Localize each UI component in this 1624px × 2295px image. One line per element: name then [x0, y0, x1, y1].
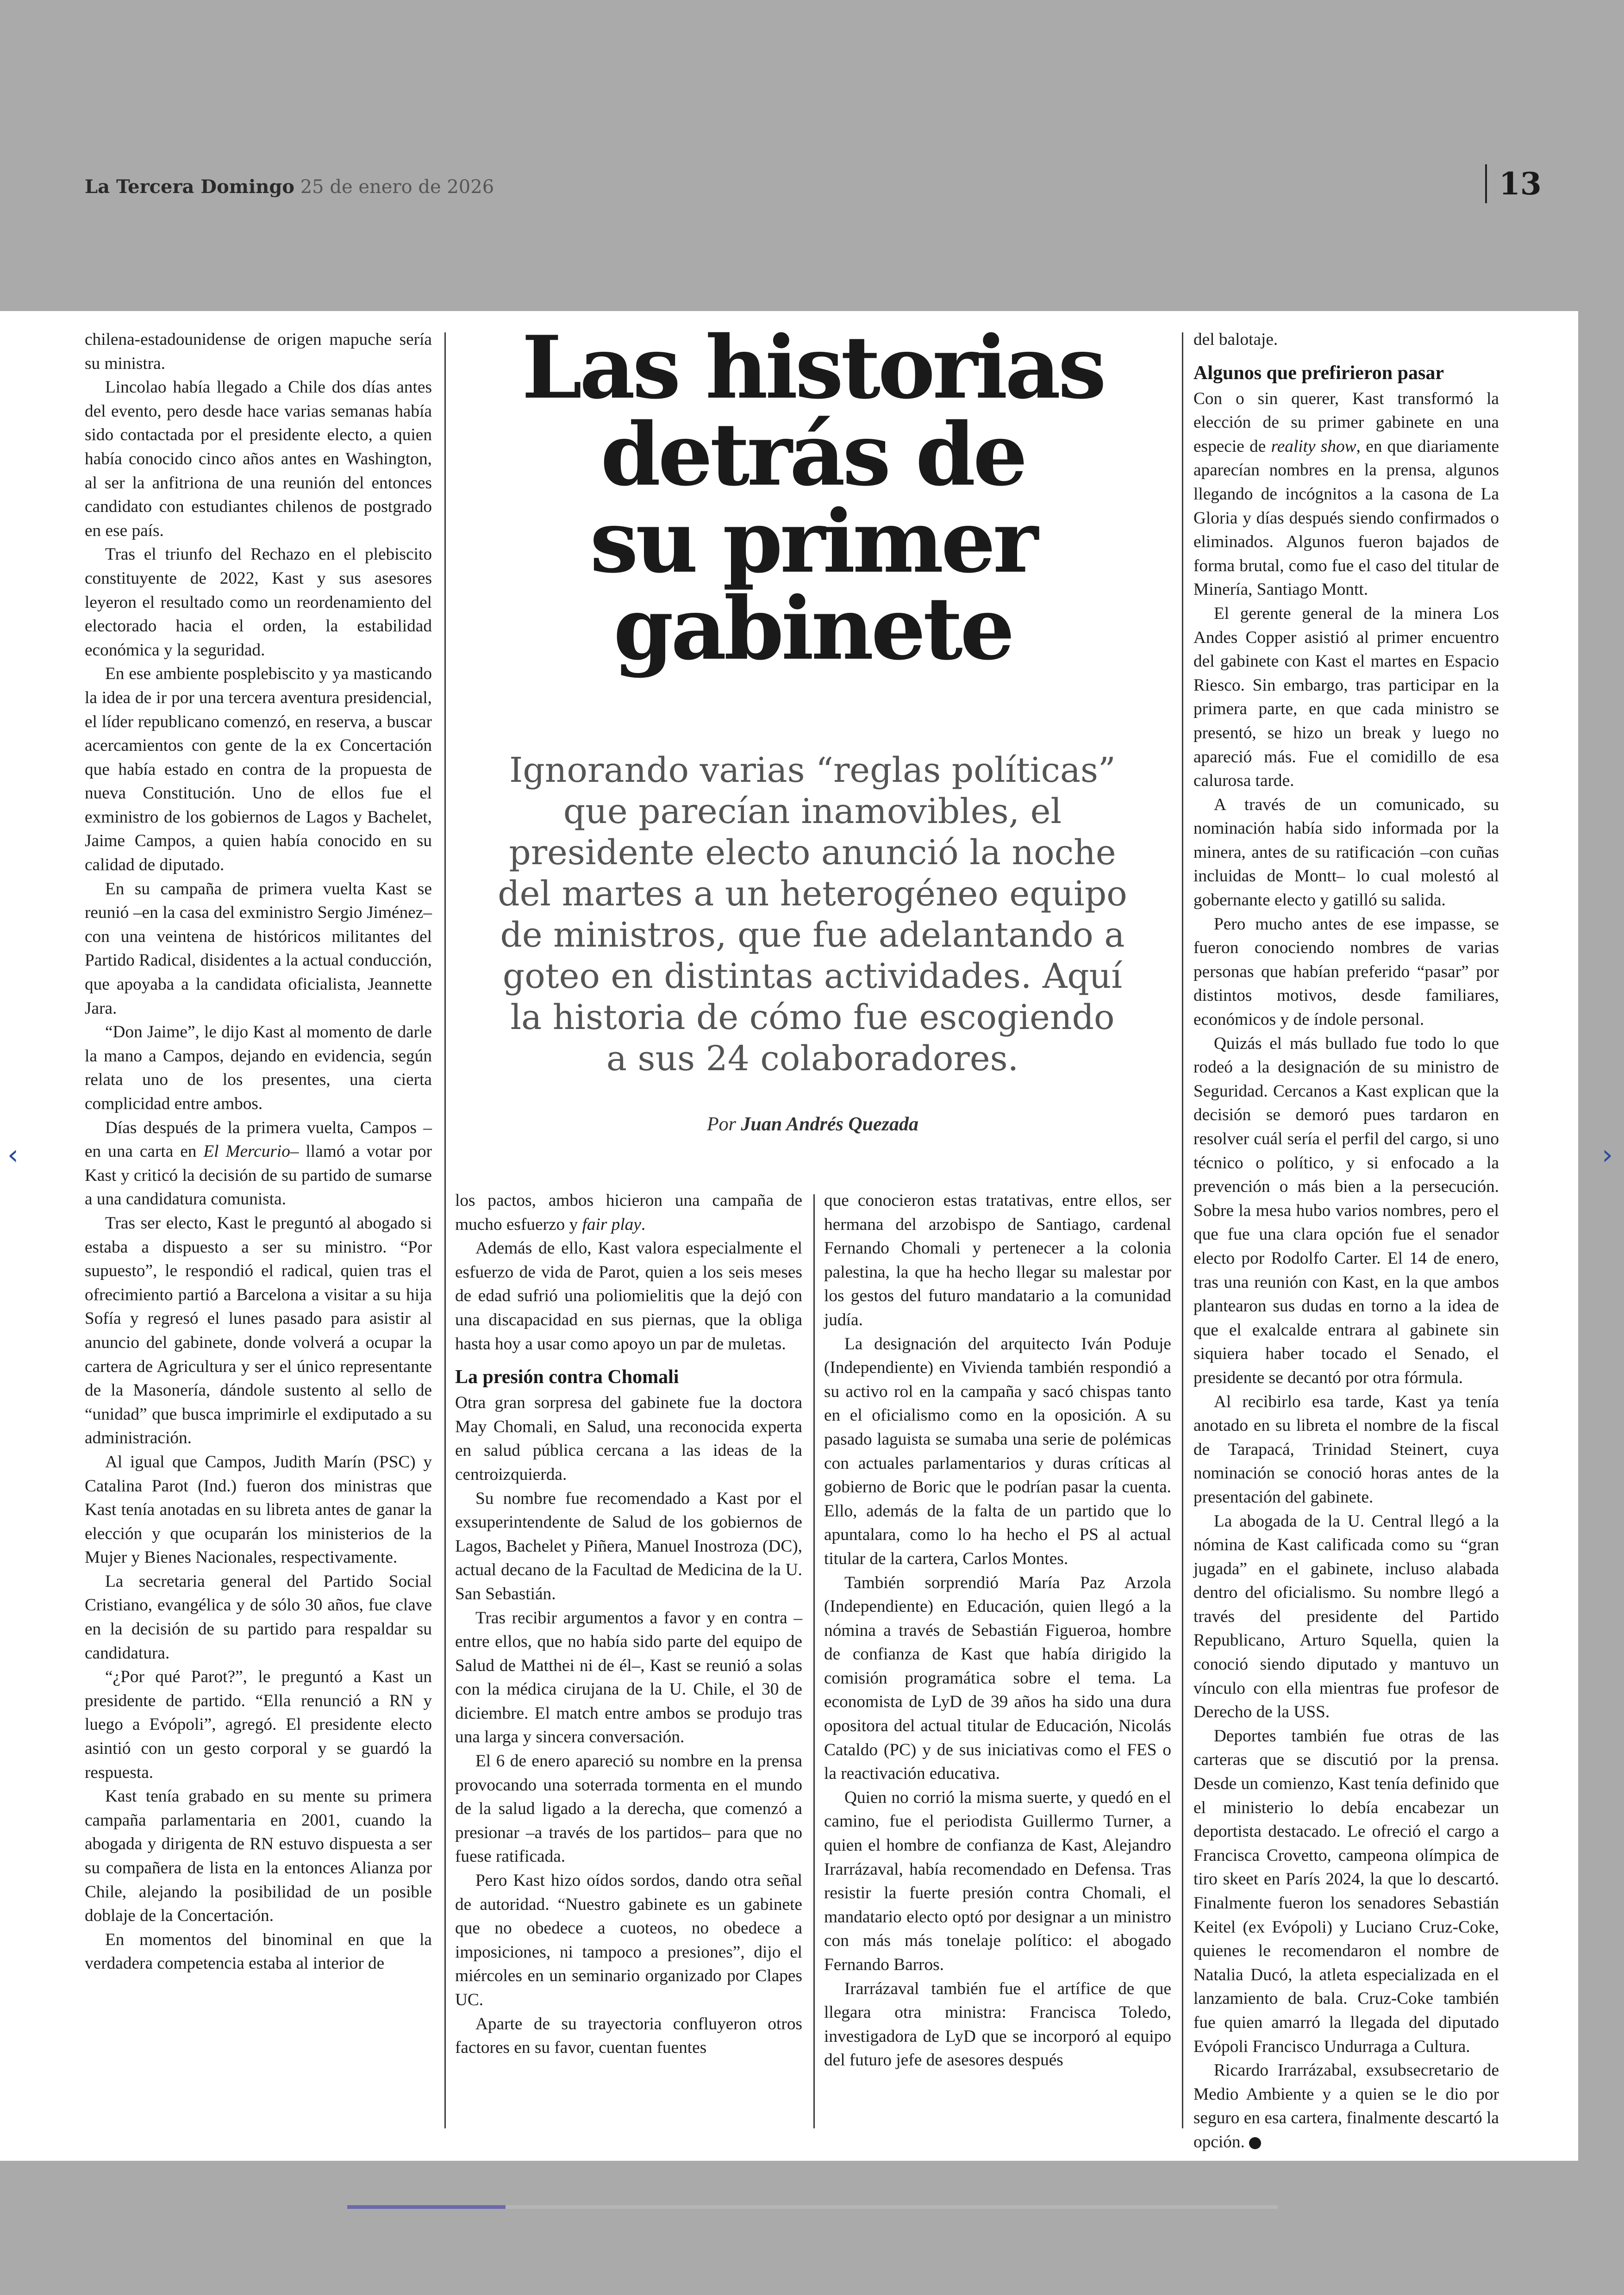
paragraph: El 6 de enero apareció su nombre en la prensa provocando una soterrada tormenta en el mundo de la salud ligado a la derecha, que comenzó a presionar –a través de los partidos– para que no fuese ratificada. — [455, 1752, 802, 1866]
paragraph: Además de ello, Kast valora especialmente el esfuerzo de vida de Parot, quien a los seis meses de edad sufrió una poliomielitis que la dejó con una discapacidad en sus piernas, que la obliga hasta hoy a usar como apoyo un par de muletas. — [455, 1239, 802, 1353]
paragraph: La secretaria general del Partido Social Cristiano, evangélica y de sólo 30 años, fue clave en la decisión de su partido para respaldar su candidatura. — [85, 1572, 432, 1663]
page-number-block — [1485, 164, 1542, 203]
paragraph: “¿Por qué Parot?”, le preguntó a Kast un presidente de partido. “Ella renunció a RN y luego a Evópoli”, agregó. El presidente electo asintió con un gesto corporal y se guardó la respuesta. — [85, 1667, 432, 1782]
paragraph: que conocieron estas tratativas, entre ellos, ser hermana del arzobispo de Santiago, cardenal Fernando Chomali y pertenecer a la colonia palestina, la que ha hecho llegar su malestar por los gestos del futuro mandatario a la comunidad judía. — [824, 1191, 1171, 1329]
paragraph: En su campaña de primera vuelta Kast se reunió –en la casa del exministro Sergio Jiménez– con una veintena de históricos militantes del Partido Radical, disidentes a la actual conducción, que apoyaba a la candidata oficialista, Jeannette Jara. — [85, 879, 432, 1018]
page-header — [85, 176, 494, 198]
next-page-button[interactable]: › — [1602, 1139, 1613, 1171]
previous-page-button[interactable]: ‹ — [7, 1139, 19, 1171]
paragraph — [85, 1116, 432, 1211]
paragraph: A través de un comunicado, su nominación había sido informada por la minera, antes de su ratificación –con cuñas incluidas de Montt– lo cual molestó al gobernante electo y gatilló su salida. — [1193, 795, 1499, 910]
headline-line: Las historias — [521, 317, 1104, 418]
paragraph: Su nombre fue recomendado a Kast por el exsuperintendente de Salud de los gobiernos de Lagos, Bachelet y Piñera, Manuel Inostroza (DC), actual decano de la Facultad de Medicina de la U. San Sebastián. — [455, 1489, 802, 1603]
paragraph-text: Días después de la primera vuelta, Campos –en una carta en — [85, 1118, 432, 1161]
paragraph: Al recibirlo esa tarde, Kast ya tenía anotado en su libreta el nombre de la fiscal de Tarapacá, Trinidad Steinert, cuya nominación se conoció horas antes de la presentación del gabinete. — [1193, 1392, 1499, 1507]
paragraph: Pero Kast hizo oídos sordos, dando otra señal de autoridad. “Nuestro gabinete es un gabinete que no obedece a cuoteos, no obedece a imposiciones, ni tampoco a presiones”, dijo el miércoles en un seminario organizado por Clapes UC. — [455, 1871, 802, 2009]
paragraph-text: los pactos, ambos hicieron una campaña de mucho esfuerzo y — [455, 1191, 802, 1234]
subheading: Algunos que prefirieron pasar — [1193, 362, 1444, 384]
paragraph: Tras ser electo, Kast le preguntó al abogado si estaba a dispuesto a ser su ministro. “Por supuesto”, le respondió el radical, quien tras el ofrecimiento partió a Barcelona a visitar a su hija Sofía y regresó el lunes pasado para asistir al anuncio del gabinete, donde volverá a ocupar la cartera de Agricultura y ser el único representante de la Masonería, dándole sustento al sello de “unidad” que busca imprimirle el exdiputado a su administración. — [85, 1213, 432, 1448]
paragraph: Irarrázaval también fue el artífice de que llegara otra ministra: Francisca Toledo, investigadora de LyD que se incorporó al equipo del futuro jefe de asesores después — [824, 1979, 1171, 2070]
headline — [455, 317, 1170, 679]
paragraph — [1193, 387, 1499, 602]
paragraph-text: Ricardo Irarrázabal, exsubsecretario de Medio Ambiente y a quien se le dio por seguro en esa cartera, finalmente descartó la opción. — [1193, 2061, 1499, 2152]
lede: Ignorando varias “reglas políticas” que parecían inamovibles, el presidente electo anunció la noche del martes a un heterogéneo equipo de ministros, que fue adelantando a goteo en distintas actividades. Aquí la historia de cómo fue escogiendo a sus 24 colaboradores. — [498, 750, 1127, 1079]
column-rule — [813, 1194, 815, 2128]
paragraph: También sorprendió María Paz Arzola (Independiente) en Educación, quien llegó a la nómina a través de Sebastián Figueroa, hombre de confianza de Kast que había dirigido la comisión programática sobre el tema. La economista de LyD de 39 años ha sido una dura opositora del actual titular de Educación, Nicolás Cataldo (PC) y de sus iniciativas como el FES o la reactivación educativa. — [824, 1573, 1171, 1784]
paragraph: Tras el triunfo del Rechazo en el plebiscito constituyente de 2022, Kast y sus asesores leyeron el resultado como un reordenamiento del electorado hacia el orden, la estabilidad económica y la seguridad. — [85, 545, 432, 660]
paragraph-text: . — [641, 1215, 646, 1234]
paragraph: “Don Jaime”, le dijo Kast al momento de darle la mano a Campos, dejando en evidencia, según relata uno de los presentes, una cierta complicidad entre ambos. — [85, 1023, 432, 1113]
paragraph: La abogada de la U. Central llegó a la nómina de Kast calificada como su “gran jugada” en el gabinete, incluso alabada dentro del oficialismo. Su nombre llegó a través del presidente del Partido Republicano, Arturo Squella, quien la conoció siendo diputado y mantuvo un vínculo con ella mientras fue profesor de Derecho de la USS. — [1193, 1511, 1499, 1722]
paragraph: Aparte de su trayectoria confluyeron otros factores en su favor, cuentan fuentes — [455, 2014, 802, 2058]
paragraph: En momentos del binominal en que la verdadera competencia estaba al interior de — [85, 1930, 432, 1973]
paragraph: chilena-estadounidense de origen mapuche sería su ministra. — [85, 330, 432, 373]
paragraph: Pero mucho antes de ese impasse, se fueron conociendo nombres de varias personas que habían preferido “pasar” por distintos motivos, desde familiares, económicos y de índole personal. — [1193, 914, 1499, 1029]
paragraph-text: – llamó a votar por Kast y criticó la decisión de su partido de sumarse a una candidatura comunista. — [85, 1142, 432, 1209]
paragraph: Tras recibir argumentos a favor y en contra –entre ellos, que no había sido parte del equipo de Salud de Matthei ni de él–, Kast se reunió a solas con la médica cirujana de la U. Chile, el 30 de diciembre. El match entre ambos se produjo tras una larga y sincera conversación. — [455, 1608, 802, 1747]
paragraph: Otra gran sorpresa del gabinete fue la doctora May Chomali, en Salud, una reconocida experta en salud pública cercana a las ideas de la centroizquierda. — [455, 1393, 802, 1484]
subheading: La presión contra Chomali — [455, 1366, 679, 1388]
paragraph: El gerente general de la minera Los Andes Copper asistió al primer encuentro del gabinete con Kast el martes en Espacio Riesco. Sin embargo, tras participar en la primera parte, en que cada ministro se presentó, se hizo un break y luego no apareció más. Fue el comidillo de esa calurosa tarde. — [1193, 604, 1499, 791]
reading-progress-fill — [347, 2205, 506, 2209]
end-mark-icon: Ⓟ — [1249, 2137, 1261, 2149]
emphasis: fair play — [582, 1215, 641, 1234]
paragraph: Kast tenía grabado en su mente su primera campaña parlamentaria en 2001, cuando la abogada y dirigenta de RN estuvo dispuesta a ser su compañera de lista en la entonces Alianza por Chile, alejando la posibilidad de un posible doblaje de la Concertación. — [85, 1787, 432, 1926]
column-rule — [444, 332, 446, 2128]
publication-date: 25 de enero de 2026 — [300, 176, 494, 198]
publication-name: La Tercera Domingo — [85, 176, 295, 198]
newspaper-name: El Mercurio — [203, 1142, 290, 1161]
byline — [455, 1113, 1170, 1135]
paragraph: Al igual que Campos, Judith Marín (PSC) y Catalina Parot (Ind.) fueron dos ministras que Kast tenía anotadas en su libreta antes de ganar la elección y que ocuparán los ministerios de la Mujer y Bienes Nacionales, respectivamente. — [85, 1452, 432, 1567]
headline-line: su primer — [590, 491, 1036, 592]
paragraph: Deportes también fue otras de las carteras que se discutió por la prensa. Desde un comienzo, Kast tenía definido que el ministerio lo debía encabezar un deportista destacado. Le ofreció el cargo a Francisca Crovetto, campeona olímpica de tiro skeet en París 2024, la que lo descartó. Finalmente fueron los senadores Sebastián Keitel (ex Evópoli) y Luciano Cruz-Coke, quienes le recomendaron el nombre de Natalia Ducó, la atleta especializada en el lanzamiento de bala. Cruz-Coke también fue quien amarró la llegada del diputado Evópoli Francisco Undurraga a Cultura. — [1193, 1726, 1499, 2056]
article-column-3 — [824, 1189, 1171, 2072]
paragraph-text: , en que diariamente aparecían nombres en la prensa, algunos llegando de incógnitos a la casona de La Gloria y días después siendo confirmados o eliminados. Algunos fueron bajados de forma brutal, como fue el caso del titular de Minería, Santiago Montt. — [1193, 437, 1499, 599]
paragraph: Quizás el más bullado fue todo lo que rodeó a la designación de su ministro de Seguridad. Cercanos a Kast explican que la decisión se demoró pues tardaron en resolver cuál sería el perfil del cargo, si uno técnico o político, y si enfocado a la prevención o más bien a la persecución. Sobre la mesa hubo varios nombres, pero el que fue una clara opción fue el senador electo por Rodolfo Carter. El 14 de enero, tras una reunión con Kast, en la que ambos plantearon sus dudas en torno a la idea de que el exalcalde entrara al gabinete sin siquiera haber tocado el Senado, el presidente se decantó por otra fórmula. — [1193, 1034, 1499, 1387]
paragraph: del balotaje. — [1193, 330, 1278, 349]
paragraph: La designación del arquitecto Iván Poduje (Independiente) en Vivienda también respondió a su activo rol en la campaña y sacó chispas tanto en el oficialismo como en la oposición. A su pasado laguista se sumaba una serie de polémicas con actuales parlamentarios y duras críticas al gobierno de Boric que le podrían pasar la cuenta. Ello, además de la falta de un partido que lo apuntalara, como lo ha hecho el PS al actual titular de la cartera, Carlos Montes. — [824, 1334, 1171, 1568]
paragraph-text: Con o sin querer, Kast transformó la elección de su primer gabinete en una especie de — [1193, 389, 1499, 456]
page-number: 13 — [1499, 166, 1542, 202]
paragraph: Quien no corrió la misma suerte, y quedó en el camino, fue el periodista Guillermo Turner, a quien el hombre de confianza de Kast, Alejandro Irarrázaval, había recomendado en Defensa. Tras resistir la fuerte presión contra Chomali, el mandatario electo optó por designar a un ministro con más más tonelaje político: el abogado Fernando Barros. — [824, 1788, 1171, 1974]
article-column-2 — [455, 1189, 802, 2060]
headline-line: detrás de — [600, 404, 1025, 505]
headline-line: gabinete — [613, 578, 1012, 679]
paragraph — [455, 1189, 802, 1236]
paragraph: Lincolao había llegado a Chile dos días antes del evento, pero desde hace varias semanas había sido contactada por el presidente electo, a quien había conocido cinco años antes en Washington, al ser la anfitriona de una reunión del entonces candidato con estudiantes chilenos de postgrado en ese país. — [85, 378, 432, 540]
byline-author: Juan Andrés Quezada — [741, 1114, 919, 1135]
column-rule — [1182, 332, 1183, 2128]
byline-prefix: Por — [706, 1114, 736, 1135]
paragraph — [1193, 2058, 1499, 2154]
paragraph: En ese ambiente posplebiscito y ya masticando la idea de ir por una tercera aventura presidencial, el líder republicano comenzó, en reserva, a buscar acercamientos con gente de la ex Concertación que había estado en contra de la propuesta de nueva Constitución. Uno de ellos fue el exministro de los gobiernos de Lagos y Bachelet, Jaime Campos, a quien había conocido en su calidad de diputado. — [85, 664, 432, 875]
page-number-divider — [1485, 164, 1487, 203]
article-column-1 — [85, 328, 432, 1976]
article-column-4 — [1193, 328, 1499, 2154]
emphasis: reality show — [1271, 437, 1356, 456]
